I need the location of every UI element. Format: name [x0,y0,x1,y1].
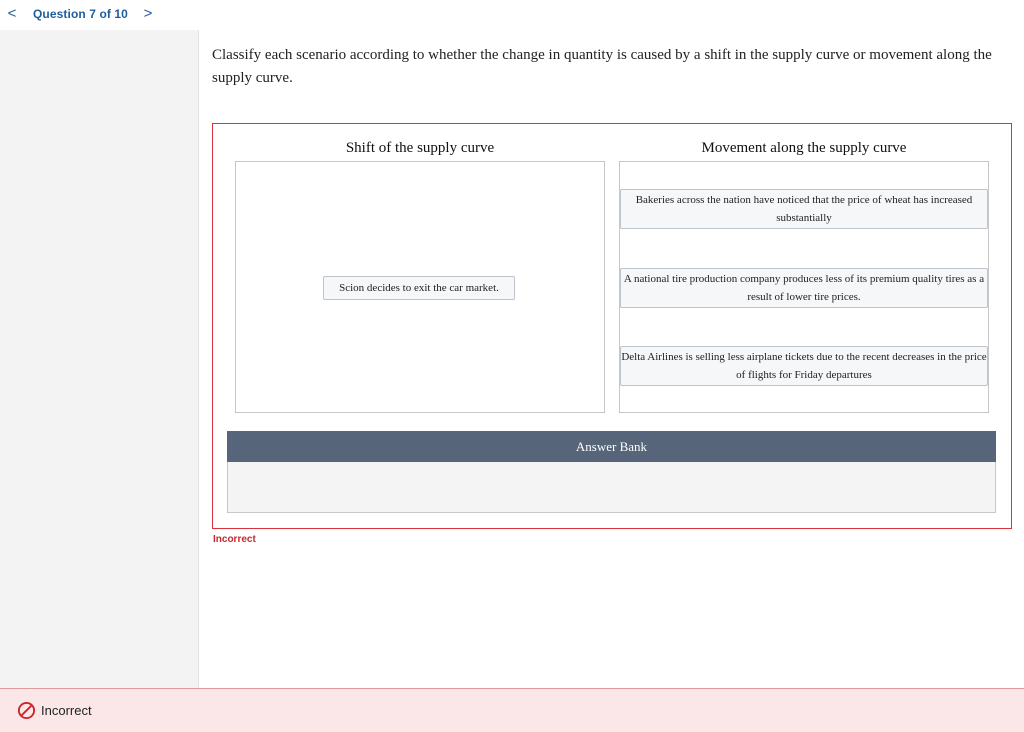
draggable-card[interactable]: Delta Airlines is selling less airplane tickets due to the recent decreases in the price of flights for Friday departures [620,346,988,386]
feedback-footer [0,688,1024,732]
draggable-card[interactable]: A national tire production company produces less of its premium quality tires as a result of lower tire prices. [620,268,988,308]
incorrect-label: Incorrect [213,534,256,545]
movement-column-heading: Movement along the supply curve [701,140,907,156]
question-text: Classify each scenario according to whether the change in quantity is caused by a shift in the supply curve or movement along the supply curve. [212,47,992,86]
shift-column-heading: Shift of the supply curve [345,140,495,156]
question-nav [0,0,200,30]
question-counter[interactable]: Question 7 of 10 [33,7,128,21]
prohibited-icon [17,701,36,720]
sidebar [0,30,199,688]
chevron-left-icon[interactable]: < [7,5,17,22]
draggable-card[interactable]: Bakeries across the nation have noticed that the price of wheat has increased substantially [620,189,988,229]
answer-bank-drop-zone[interactable] [227,462,996,513]
footer-status-text: Incorrect [41,703,92,718]
answer-bank-header: Answer Bank [227,431,996,462]
chevron-right-icon[interactable]: > [143,5,153,22]
draggable-card[interactable]: Scion decides to exit the car market. [323,276,515,300]
